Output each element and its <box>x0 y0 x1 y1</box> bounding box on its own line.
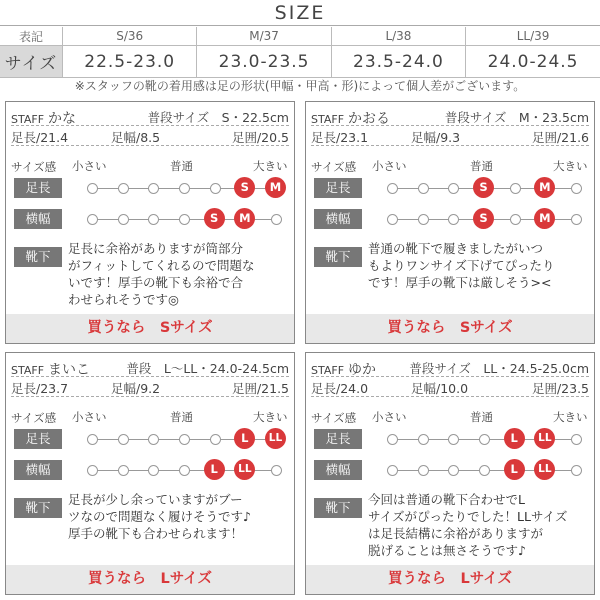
staff-tag: STAFF <box>311 113 345 126</box>
row-label-width: 横幅 <box>14 209 62 229</box>
scale-tick <box>387 434 398 445</box>
size-mark-width: S <box>204 208 225 229</box>
scale-tick <box>118 183 129 194</box>
staff-header <box>311 359 589 377</box>
size-code: L/38 <box>331 27 465 46</box>
scale-normal-label: 普通 <box>170 159 193 173</box>
header-divider <box>311 376 589 377</box>
scale-tick <box>387 465 398 476</box>
comment-line: もよりワンサイズ下げてぴったり <box>368 258 555 273</box>
header-divider <box>11 125 289 126</box>
size-verdict: 買うなら Lサイズ <box>6 565 294 594</box>
usual-size: 普段サイズ M・23.5cm <box>444 110 589 125</box>
scale-tick <box>271 214 282 225</box>
foot-girth: 足囲/21.6 <box>531 130 589 145</box>
scale-tick <box>148 465 159 476</box>
size-code: LL/39 <box>516 29 550 43</box>
scale-large-label: 大きい <box>553 410 588 424</box>
scale-tick <box>418 214 429 225</box>
comment-line: 普通の靴下で履きましたがいつ <box>368 241 544 256</box>
scale-tick <box>510 214 521 225</box>
scale-small-label: 小さい <box>372 410 407 424</box>
scale-normal-label: 普通 <box>470 410 493 424</box>
foot-length: 足長/23.1 <box>311 130 369 145</box>
row-label-socks: 靴下 <box>14 247 62 267</box>
staff-header <box>11 108 289 126</box>
scale-tick <box>387 183 398 194</box>
size-feel-label: サイズ感 <box>11 411 57 425</box>
foot-width: 足幅/9.3 <box>411 130 461 145</box>
row-label-socks: 靴下 <box>314 247 362 267</box>
header-divider <box>311 396 589 397</box>
size-verdict: 買うなら Sサイズ <box>6 314 294 343</box>
staff-card <box>305 352 595 595</box>
scale-tick <box>87 214 98 225</box>
comment-line: 足長が少し余っていますがブー <box>68 492 243 507</box>
comment-line: いです！厚手の靴下も余裕で合 <box>68 275 244 290</box>
size-mark-width: LL <box>534 459 555 480</box>
header-divider <box>311 145 589 146</box>
scale-tick <box>448 465 459 476</box>
usual-size: 普段サイズ S・22.5cm <box>147 110 289 125</box>
row-label-length: 足長 <box>14 429 62 449</box>
size-mark-length: LL <box>265 428 286 449</box>
size-verdict: 買うなら Lサイズ <box>306 565 594 594</box>
scale-tick <box>510 183 521 194</box>
foot-girth: 足囲/20.5 <box>231 130 289 145</box>
scale-tick <box>179 183 190 194</box>
scale-tick <box>448 434 459 445</box>
size-mark-width: LL <box>234 459 255 480</box>
staff-header <box>311 108 589 126</box>
scale-tick <box>418 465 429 476</box>
size-table-row-label: サイズ <box>0 46 63 78</box>
header-divider <box>311 125 589 126</box>
size-title: SIZE <box>274 2 326 24</box>
staff-comment <box>368 240 590 291</box>
scale-tick <box>118 214 129 225</box>
fit-note: ※スタッフの靴の着用感は足の形状(甲幅・甲高・形)によって個人差がございます。 <box>74 79 526 93</box>
scale-large-label: 大きい <box>553 159 588 173</box>
scale-tick <box>271 465 282 476</box>
foot-length: 足長/21.4 <box>11 130 69 145</box>
scale-tick <box>448 183 459 194</box>
scale-large-label: 大きい <box>253 410 288 424</box>
scale-normal-label: 普通 <box>170 410 193 424</box>
size-table <box>0 27 600 78</box>
staff-tag: STAFF <box>11 113 45 126</box>
foot-length: 足長/23.7 <box>11 381 69 396</box>
foot-measurements <box>11 379 289 397</box>
row-label-socks: 靴下 <box>314 498 362 518</box>
size-mark-width: L <box>504 459 525 480</box>
size-feel-label: サイズ感 <box>11 160 57 174</box>
scale-tick <box>418 434 429 445</box>
staff-header <box>11 359 289 377</box>
size-mark-length: L <box>504 428 525 449</box>
size-range: 22.5-23.0 <box>63 46 197 78</box>
size-mark-width: M <box>234 208 255 229</box>
size-range: 23.5-24.0 <box>331 46 465 78</box>
row-label-length: 足長 <box>314 178 362 198</box>
scale-tick <box>387 214 398 225</box>
size-table-row-label: 表記 <box>0 27 63 46</box>
comment-line: です！厚手の靴下は厳しそう>< <box>368 275 552 290</box>
comment-line: わせられそうです◎ <box>68 292 179 307</box>
scale-tick <box>448 214 459 225</box>
size-code: S/36 <box>63 27 197 46</box>
staff-comment <box>368 491 590 559</box>
scale-tick <box>210 183 221 194</box>
foot-measurements <box>311 379 589 397</box>
size-feel-label: サイズ感 <box>311 411 357 425</box>
size-mark-length: M <box>534 177 555 198</box>
scale-tick <box>210 434 221 445</box>
comment-line: 足長に余裕がありますが筒部分 <box>68 241 244 256</box>
staff-name: かな <box>48 111 77 127</box>
scale-tick <box>179 465 190 476</box>
size-mark-length: M <box>265 177 286 198</box>
staff-name: かおる <box>348 111 391 127</box>
scale-tick <box>479 434 490 445</box>
staff-card <box>5 352 295 595</box>
foot-measurements <box>11 128 289 146</box>
size-mark-width: M <box>534 208 555 229</box>
row-label-width: 横幅 <box>314 209 362 229</box>
usual-size: 普段 L〜LL・24.0-24.5cm <box>126 361 289 376</box>
scale-tick <box>571 214 582 225</box>
size-mark-length: S <box>473 177 494 198</box>
comment-line: 今回は普通の靴下合わせでL <box>368 492 525 507</box>
foot-measurements <box>311 128 589 146</box>
scale-tick <box>118 434 129 445</box>
scale-tick <box>571 465 582 476</box>
size-mark-width: S <box>473 208 494 229</box>
comment-line: ツなので問題なく履けそうです♪ <box>68 509 251 524</box>
staff-tag: STAFF <box>11 364 45 377</box>
size-mark-length: S <box>234 177 255 198</box>
staff-tag: STAFF <box>311 364 345 377</box>
comment-line: がフィットしてくれるので問題な <box>68 258 255 273</box>
staff-card <box>305 101 595 344</box>
header-divider <box>11 376 289 377</box>
usual-size: 普段サイズ LL・24.5-25.0cm <box>409 361 589 376</box>
scale-tick <box>148 214 159 225</box>
size-mark-length: LL <box>534 428 555 449</box>
staff-comment <box>68 491 290 542</box>
scale-tick <box>571 434 582 445</box>
foot-width: 足幅/9.2 <box>111 381 161 396</box>
scale-small-label: 小さい <box>72 159 107 173</box>
size-range: 23.0-23.5 <box>197 46 331 78</box>
scale-tick <box>118 465 129 476</box>
scale-tick <box>87 183 98 194</box>
header-divider <box>11 396 289 397</box>
row-label-length: 足長 <box>14 178 62 198</box>
row-label-length: 足長 <box>314 429 362 449</box>
staff-comment <box>68 240 290 308</box>
row-label-socks: 靴下 <box>14 498 62 518</box>
staff-name: ゆか <box>348 362 377 378</box>
scale-tick <box>148 183 159 194</box>
comment-line: 厚手の靴下も合わせられます！ <box>68 526 244 541</box>
foot-girth: 足囲/23.5 <box>531 381 589 396</box>
foot-length: 足長/24.0 <box>311 381 369 396</box>
staff-name: まいこ <box>48 362 91 378</box>
scale-normal-label: 普通 <box>470 159 493 173</box>
scale-tick <box>479 465 490 476</box>
foot-width: 足幅/10.0 <box>411 381 469 396</box>
comment-line: 脱げることは無さそうです♪ <box>368 543 526 558</box>
size-mark-length: L <box>234 428 255 449</box>
size-verdict: 買うなら Sサイズ <box>306 314 594 343</box>
scale-tick <box>179 214 190 225</box>
foot-girth: 足囲/21.5 <box>231 381 289 396</box>
scale-tick <box>179 434 190 445</box>
scale-small-label: 小さい <box>72 410 107 424</box>
size-feel-label: サイズ感 <box>311 160 357 174</box>
scale-tick <box>418 183 429 194</box>
scale-tick <box>571 183 582 194</box>
scale-tick <box>148 434 159 445</box>
comment-line: は足長結構に余裕がありますが <box>368 526 544 541</box>
scale-tick <box>87 434 98 445</box>
header-divider <box>11 145 289 146</box>
size-mark-width: L <box>204 459 225 480</box>
title-divider <box>0 25 600 26</box>
row-label-width: 横幅 <box>314 460 362 480</box>
scale-small-label: 小さい <box>372 159 407 173</box>
size-range: 24.0-24.5 <box>466 46 600 78</box>
comment-line: サイズがぴったりでした！LLサイズ <box>368 509 568 524</box>
scale-large-label: 大きい <box>253 159 288 173</box>
staff-card <box>5 101 295 344</box>
row-label-width: 横幅 <box>14 460 62 480</box>
scale-tick <box>87 465 98 476</box>
size-code: M/37 <box>197 27 331 46</box>
foot-width: 足幅/8.5 <box>111 130 161 145</box>
